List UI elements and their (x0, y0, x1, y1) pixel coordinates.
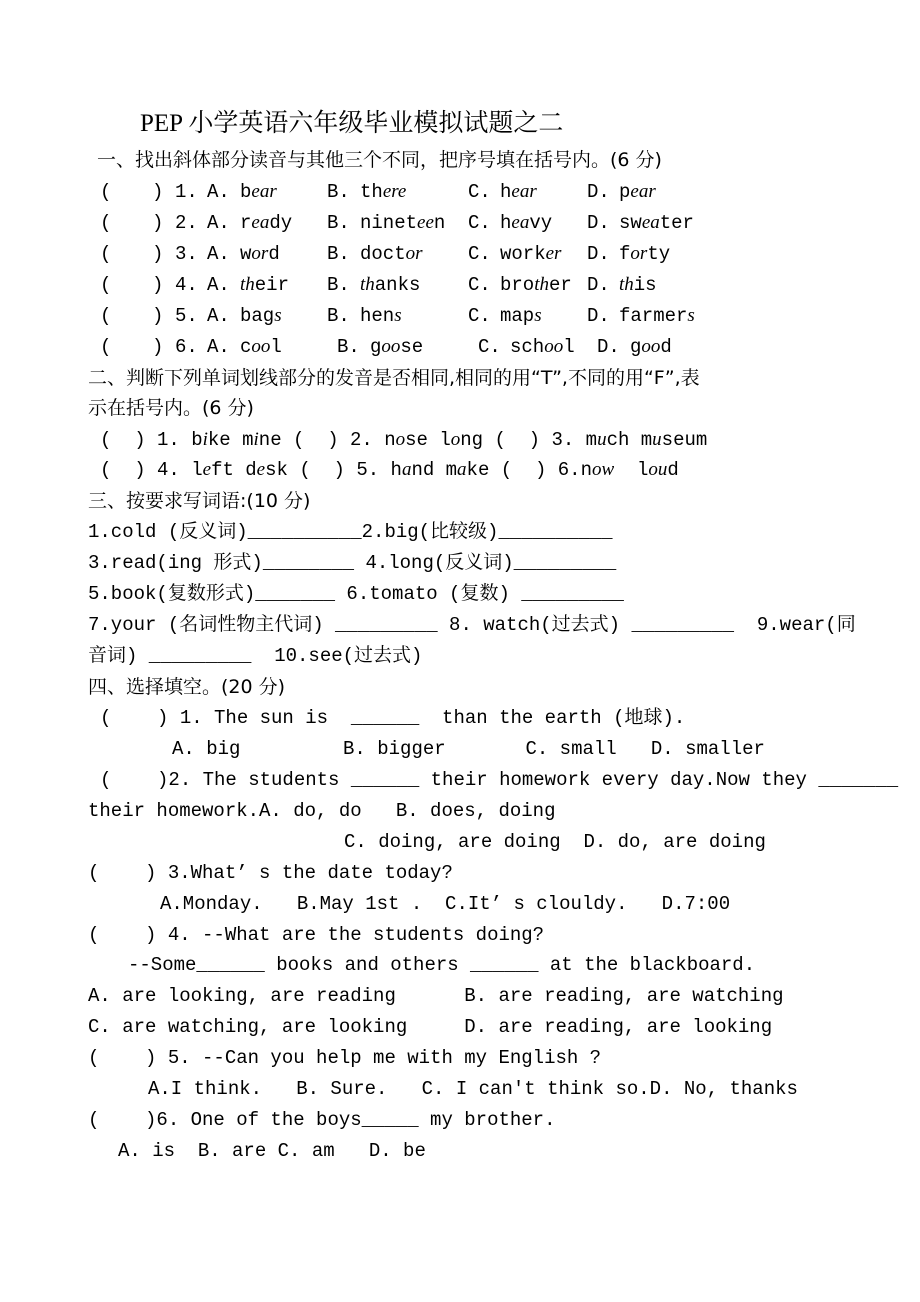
option-word (619, 273, 657, 297)
question-2-cont: their homework.A. do, do B. does, doing (88, 800, 556, 822)
option-label: A. (207, 336, 230, 358)
page-title: PEP 小学英语六年级毕业模拟试题之二 (140, 110, 564, 137)
text-part: f (619, 243, 631, 265)
section-3-line: 1.cold (反义词)__________2.big(比较级)__________ (88, 521, 613, 543)
option-label: D. (587, 243, 610, 265)
text-part: vy (529, 212, 553, 234)
option-word (619, 242, 670, 266)
italic-part: th (534, 274, 549, 295)
italic-part: or (405, 243, 423, 264)
question-5: ( ) 5. --Can you help me with my English ? (88, 1047, 602, 1069)
italic-part: u (597, 429, 607, 450)
text-part: eir (254, 274, 289, 296)
option-label: D. (587, 274, 610, 296)
option-label: A. (207, 305, 230, 327)
option-label: B. (327, 181, 350, 203)
italic-part: s (394, 305, 402, 326)
option-label: C. (468, 181, 491, 203)
italic-part: o (450, 429, 461, 450)
option-word (360, 242, 423, 266)
question-number: 5. (175, 305, 198, 327)
text-part: d (268, 243, 280, 265)
text-part: r (240, 212, 252, 234)
section-2-row (100, 428, 707, 452)
text-part: ter (659, 212, 694, 234)
section-2-heading-cont: 示在括号内。(6 分) (88, 397, 254, 419)
question-2-options: C. doing, are doing D. do, are doing (344, 831, 766, 853)
text-part: ne ( ) 2. n (258, 429, 396, 451)
option-label: D. (587, 212, 610, 234)
question-3-options: A.Monday. B.May 1st . C.It’ s clouldy. D.7:00 (160, 893, 731, 915)
answer-bracket-close: ) (152, 274, 164, 296)
text-part: n (433, 212, 446, 234)
question-number: 1. (175, 181, 198, 203)
question-4-options: A. are looking, are reading B. are reading, are watching (88, 985, 784, 1007)
text-part: ninet (360, 212, 418, 234)
text-part: se (400, 336, 424, 358)
option-word (240, 335, 282, 359)
section-4-heading: 四、选择填空。(20 分) (88, 676, 286, 698)
text-part: bro (500, 274, 535, 296)
question-1: ( ) 1. The sun is ______ than the earth (地球). (100, 707, 686, 729)
italic-part: s (534, 305, 542, 326)
question-5-options: A.I think. B. Sure. C. I can't think so.D. No, thanks (148, 1078, 798, 1100)
italic-part: ear (251, 181, 277, 202)
answer-bracket-open: ( (100, 212, 112, 234)
text-part: anks (374, 274, 421, 296)
question-4-options: C. are watching, are looking D. are reading, are looking (88, 1016, 773, 1038)
option-word (630, 335, 672, 359)
text-part: l (270, 336, 282, 358)
option-label: A. (207, 274, 230, 296)
option-label: A. (207, 212, 230, 234)
section-2-heading: 二、判断下列单词划线部分的发音是否相同,相同的用“T”,不同的用“F”,表 (88, 367, 700, 389)
italic-part: th (619, 274, 634, 295)
option-label: D. (597, 336, 620, 358)
italic-part: a (401, 459, 412, 480)
text-part: p (619, 181, 631, 203)
option-word (360, 273, 420, 297)
text-part: se l (405, 429, 451, 451)
option-label: C. (468, 243, 491, 265)
option-word (240, 180, 277, 204)
text-part: ( ) 4. l (100, 459, 203, 481)
option-label: B. (327, 274, 350, 296)
option-word (360, 180, 406, 204)
text-part: sch (510, 336, 545, 358)
option-word (619, 304, 695, 328)
italic-part: ou (648, 459, 668, 480)
option-word (500, 304, 542, 328)
text-part: l (614, 459, 649, 481)
italic-part: ear (630, 181, 656, 202)
italic-part: or (630, 243, 648, 264)
text-part: h (500, 212, 512, 234)
text-part: farmer (619, 305, 688, 327)
option-label: B. (327, 243, 350, 265)
option-label: A. (207, 181, 230, 203)
option-label: B. (337, 336, 360, 358)
question-4: ( ) 4. --What are the students doing? (88, 924, 545, 946)
text-part: ( ) 1. b (100, 429, 203, 451)
option-word (370, 335, 423, 359)
option-word (500, 211, 552, 235)
italic-part: or (251, 243, 269, 264)
italic-part: th (240, 274, 255, 295)
option-word (240, 304, 282, 328)
option-word (619, 180, 656, 204)
answer-bracket-open: ( (100, 243, 112, 265)
text-part: b (240, 181, 252, 203)
option-word (619, 211, 694, 235)
option-word (510, 335, 575, 359)
question-6: ( )6. One of the boys_____ my brother. (88, 1109, 556, 1131)
answer-bracket-close: ) (152, 336, 164, 358)
text-part: bag (240, 305, 275, 327)
option-label: C. (468, 274, 491, 296)
text-part: ft d (211, 459, 257, 481)
italic-part: s (687, 305, 695, 326)
section-3-line: 音词) _________ 10.see(过去式) (88, 645, 423, 667)
text-part: sw (619, 212, 642, 234)
text-part: d (667, 459, 679, 481)
text-part: ng ( ) 3. m (460, 429, 598, 451)
section-3-line: 3.read(ing 形式)________ 4.long(反义词)_________ (88, 552, 617, 574)
option-word (240, 273, 289, 297)
option-label: C. (468, 212, 491, 234)
text-part: dy (269, 212, 293, 234)
italic-part: ear (511, 181, 537, 202)
italic-part: ere (382, 181, 407, 202)
text-part: c (240, 336, 252, 358)
text-part: ch m (606, 429, 653, 451)
text-part: ke m (207, 429, 254, 451)
option-label: A. (207, 243, 230, 265)
text-part: seum (661, 429, 708, 451)
section-1-heading: 一、找出斜体部分读音与其他三个不同，把序号填在括号内。(6 分) (97, 149, 662, 171)
italic-part: e (256, 459, 266, 480)
question-number: 6. (175, 336, 198, 358)
italic-part: oo (641, 336, 661, 357)
question-2: ( )2. The students ______ their homework every day.Now they _______ (100, 769, 899, 791)
text-part: is (633, 274, 657, 296)
answer-bracket-close: ) (152, 181, 164, 203)
italic-part: e (202, 459, 212, 480)
italic-part: oo (381, 336, 401, 357)
italic-part: i (202, 429, 208, 450)
question-3: ( ) 3.What’ s the date today? (88, 862, 453, 884)
text-part: d (660, 336, 672, 358)
question-6-options: A. is B. are C. am D. be (118, 1140, 426, 1162)
question-4-cont: --Some______ books and others ______ at the blackboard. (128, 954, 756, 976)
section-3-line: 7.your (名词性物主代词) _________ 8. watch(过去式) _________ 9.wear(同 (88, 614, 856, 636)
section-3-line: 5.book(复数形式)_______ 6.tomato (复数) _________ (88, 583, 624, 605)
question-number: 4. (175, 274, 198, 296)
text-part: g (370, 336, 382, 358)
question-1-options: A. big B. bigger C. small D. smaller (172, 738, 765, 760)
section-3-heading: 三、按要求写词语:(10 分) (88, 490, 311, 512)
option-label: B. (327, 212, 350, 234)
section-2-row (100, 458, 679, 482)
text-part: w (240, 243, 252, 265)
answer-bracket-close: ) (152, 212, 164, 234)
italic-part: u (652, 429, 662, 450)
option-word (500, 273, 572, 297)
text-part: map (500, 305, 535, 327)
answer-bracket-open: ( (100, 305, 112, 327)
question-number: 2. (175, 212, 198, 234)
italic-part: th (360, 274, 375, 295)
text-part: hen (360, 305, 395, 327)
text-part: ke ( ) 6.n (466, 459, 592, 481)
text-part: doct (360, 243, 406, 265)
option-label: D. (587, 181, 610, 203)
italic-part: ea (641, 212, 660, 233)
option-word (240, 242, 280, 266)
text-part: g (630, 336, 642, 358)
text-part: er (549, 274, 572, 296)
option-word (240, 211, 292, 235)
text-part: h (500, 181, 512, 203)
italic-part: i (253, 429, 259, 450)
italic-part: er (545, 243, 562, 264)
italic-part: ea (251, 212, 270, 233)
text-part: work (500, 243, 546, 265)
italic-part: oo (251, 336, 271, 357)
text-part: nd m (411, 459, 458, 481)
option-label: C. (468, 305, 491, 327)
option-label: D. (587, 305, 610, 327)
italic-part: o (395, 429, 406, 450)
text-part: sk ( ) 5. h (265, 459, 402, 481)
option-label: B. (327, 305, 350, 327)
answer-bracket-close: ) (152, 305, 164, 327)
answer-bracket-open: ( (100, 336, 112, 358)
option-word (500, 180, 537, 204)
text-part: th (360, 181, 383, 203)
option-label: C. (478, 336, 501, 358)
italic-part: oo (544, 336, 564, 357)
italic-part: ow (591, 459, 615, 480)
question-number: 3. (175, 243, 198, 265)
italic-part: a (457, 459, 467, 480)
italic-part: ee (417, 212, 434, 233)
answer-bracket-open: ( (100, 274, 112, 296)
option-word (360, 211, 445, 235)
text-part: l (563, 336, 575, 358)
italic-part: ea (511, 212, 530, 233)
text-part: ty (647, 243, 671, 265)
option-word (500, 242, 561, 266)
italic-part: s (274, 305, 282, 326)
option-word (360, 304, 402, 328)
answer-bracket-close: ) (152, 243, 164, 265)
answer-bracket-open: ( (100, 181, 112, 203)
